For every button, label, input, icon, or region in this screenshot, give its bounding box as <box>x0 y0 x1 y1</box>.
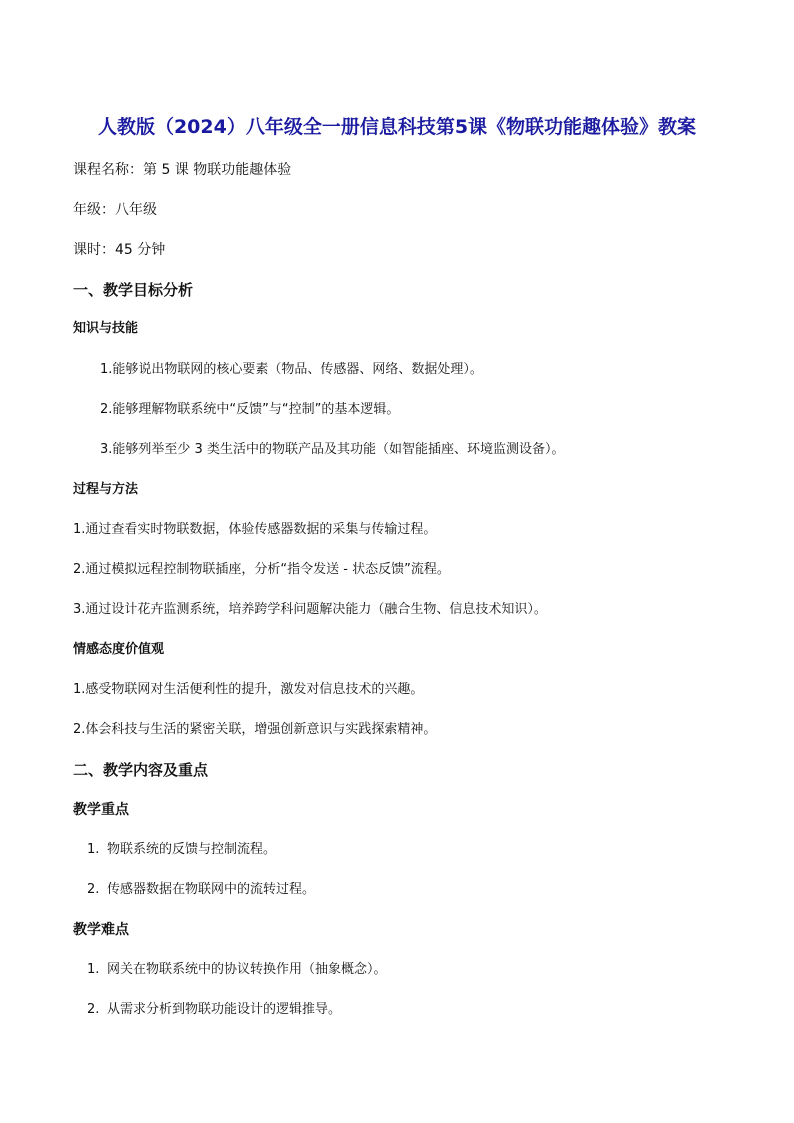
list-text: 网关在物联系统中的协议转换作用（抽象概念）。 <box>107 962 387 977</box>
grade: 年级：八年级 <box>73 202 157 218</box>
key-point-item <box>87 841 276 859</box>
list-text: 从需求分析到物联功能设计的逻辑推导。 <box>107 1002 342 1017</box>
list-number: 2. <box>87 1002 100 1017</box>
list-number: 2. <box>87 882 100 897</box>
section-heading-objectives: 一、教学目标分析 <box>73 281 194 299</box>
list-number: 1. <box>87 962 100 977</box>
process-item: 2.通过模拟远程控制物联插座，分析“指令发送 - 状态反馈”流程。 <box>73 562 450 577</box>
process-item: 1.通过查看实时物联数据，体验传感器数据的采集与传输过程。 <box>73 522 437 537</box>
course-name: 课程名称：第 5 课 物联功能趣体验 <box>73 162 292 178</box>
subheading-key-points: 教学重点 <box>73 802 129 818</box>
key-point-item <box>87 881 315 899</box>
difficulty-item <box>87 1001 341 1019</box>
subheading-difficulties: 教学难点 <box>73 922 129 938</box>
list-text: 物联系统的反馈与控制流程。 <box>107 842 277 857</box>
difficulty-item <box>87 961 387 979</box>
section-heading-content: 二、教学内容及重点 <box>73 761 209 779</box>
list-number: 1. <box>87 842 100 857</box>
knowledge-item: 3.能够列举至少 3 类生活中的物联产品及其功能（如智能插座、环境监测设备）。 <box>100 442 565 457</box>
knowledge-item: 1.能够说出物联网的核心要素（物品、传感器、网络、数据处理）。 <box>100 362 483 377</box>
emotion-item: 1.感受物联网对生活便利性的提升，激发对信息技术的兴趣。 <box>73 682 424 697</box>
subheading-emotion: 情感态度价值观 <box>73 642 165 657</box>
subheading-process: 过程与方法 <box>73 482 139 497</box>
list-text: 传感器数据在物联网中的流转过程。 <box>107 882 316 897</box>
process-item: 3.通过设计花卉监测系统，培养跨学科问题解决能力（融合生物、信息技术知识）。 <box>73 602 547 617</box>
document-title: 人教版（2024）八年级全一册信息科技第5课《物联功能趣体验》教案 <box>97 116 697 138</box>
knowledge-item: 2.能够理解物联系统中“反馈”与“控制”的基本逻辑。 <box>100 402 400 417</box>
subheading-knowledge: 知识与技能 <box>73 321 139 336</box>
emotion-item: 2.体会科技与生活的紧密关联，增强创新意识与实践探索精神。 <box>73 722 437 737</box>
class-hours: 课时：45 分钟 <box>73 242 166 258</box>
